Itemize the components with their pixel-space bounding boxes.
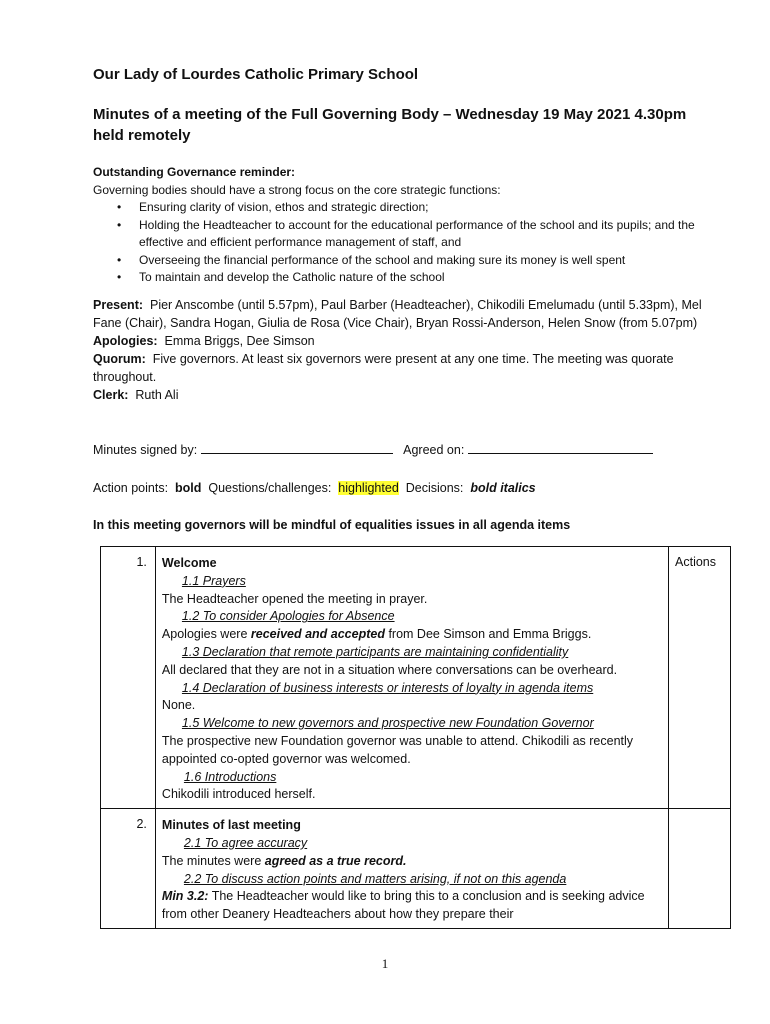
governance-reminder <box>93 164 733 287</box>
reminder-intro: Governing bodies should have a strong focus on the core strategic functions: <box>93 182 501 197</box>
clerk-line: Clerk: Ruth Ali <box>93 388 179 402</box>
meeting-title: Minutes of a meeting of the Full Governing Body – Wednesday 19 May 2021 4.30pm held remotely <box>93 106 687 144</box>
reminder-item: • Overseeing the financial performance of the school and making sure its money is well spent <box>139 252 733 270</box>
item-number: 1. <box>101 547 156 809</box>
highlight-sample: highlighted <box>338 481 399 495</box>
quorum-line: Quorum: Five governors. At least six governors were present at any one time. The meeting was quorate throughout. <box>93 352 674 384</box>
reminder-item: • Holding the Headteacher to account for the educational performance of the school and its pupils; and the effective and efficient performance management of staff, and <box>117 217 695 249</box>
item-number: 2. <box>101 809 156 929</box>
reminder-item: • To maintain and develop the Catholic nature of the school <box>139 269 733 287</box>
bullet-icon: • <box>117 217 122 232</box>
agreed-label: Agreed on: <box>403 443 465 457</box>
apologies-line: Apologies: Emma Briggs, Dee Simson <box>93 334 315 348</box>
page-number: 1 <box>381 956 389 971</box>
agenda-row-minutes <box>101 809 731 929</box>
signed-label: Minutes signed by: <box>93 443 198 457</box>
bullet-icon: • <box>117 252 122 267</box>
equalities-note: In this meeting governors will be mindful of equalities issues in all agenda items <box>93 518 571 532</box>
signature-line <box>93 441 653 457</box>
reminder-item: • Ensuring clarity of vision, ethos and strategic direction; <box>139 199 733 217</box>
agenda-row-welcome <box>101 547 731 809</box>
bullet-icon: • <box>117 270 122 284</box>
reminder-list <box>93 199 733 287</box>
item-body: Minutes of last meeting 2.1 To agree accuracy The minutes were agreed as a true record. 2.2 To discuss action points and matters arising, if not on this agenda Min 3.2: The Headteacher would like to bring this to a conclusion and is seeking advice from other Deanery Headteachers about how they prepare their <box>155 809 668 929</box>
signature-blank <box>201 441 393 454</box>
attendance-info <box>93 296 713 404</box>
formatting-key: Action points: bold Questions/challenges: highlighted Decisions: bold italics <box>93 481 536 495</box>
school-name: Our Lady of Lourdes Catholic Primary School <box>93 66 419 83</box>
reminder-heading: Outstanding Governance reminder: <box>93 165 296 179</box>
agreed-blank <box>468 441 653 454</box>
actions-header: Actions <box>669 547 731 809</box>
agenda-table <box>100 546 731 929</box>
actions-cell <box>669 809 731 929</box>
present-line: Present: Pier Anscombe (until 5.57pm), Paul Barber (Headteacher), Chikodili Emelumadu (until 5.33pm), Mel Fane (Chair), Sandra Hogan, Giulia de Rosa (Vice Chair), Bryan Rossi-Anderson, Helen Snow (from 5.07pm) <box>93 298 702 330</box>
bullet-icon: • <box>117 200 122 214</box>
item-body: Welcome 1.1 Prayers The Headteacher opened the meeting in prayer. 1.2 To consider Apologies for Absence Apologies were received and accepted from Dee Simson and Emma Briggs. 1.3 Declaration that remote participants are maintaining confidentiality All declared that they are not in a situation where conversations can be overheard. 1.4 Declaration of business interests or interests of loyalty in agenda items None. 1.5 Welcome to new governors and prospective new Foundation Governor The prospective new Foundation governor was unable to attend. Chikodili as recently appointed co-opted governor was welcomed. 1.6 Introductions Chikodili introduced herself. <box>155 547 668 809</box>
